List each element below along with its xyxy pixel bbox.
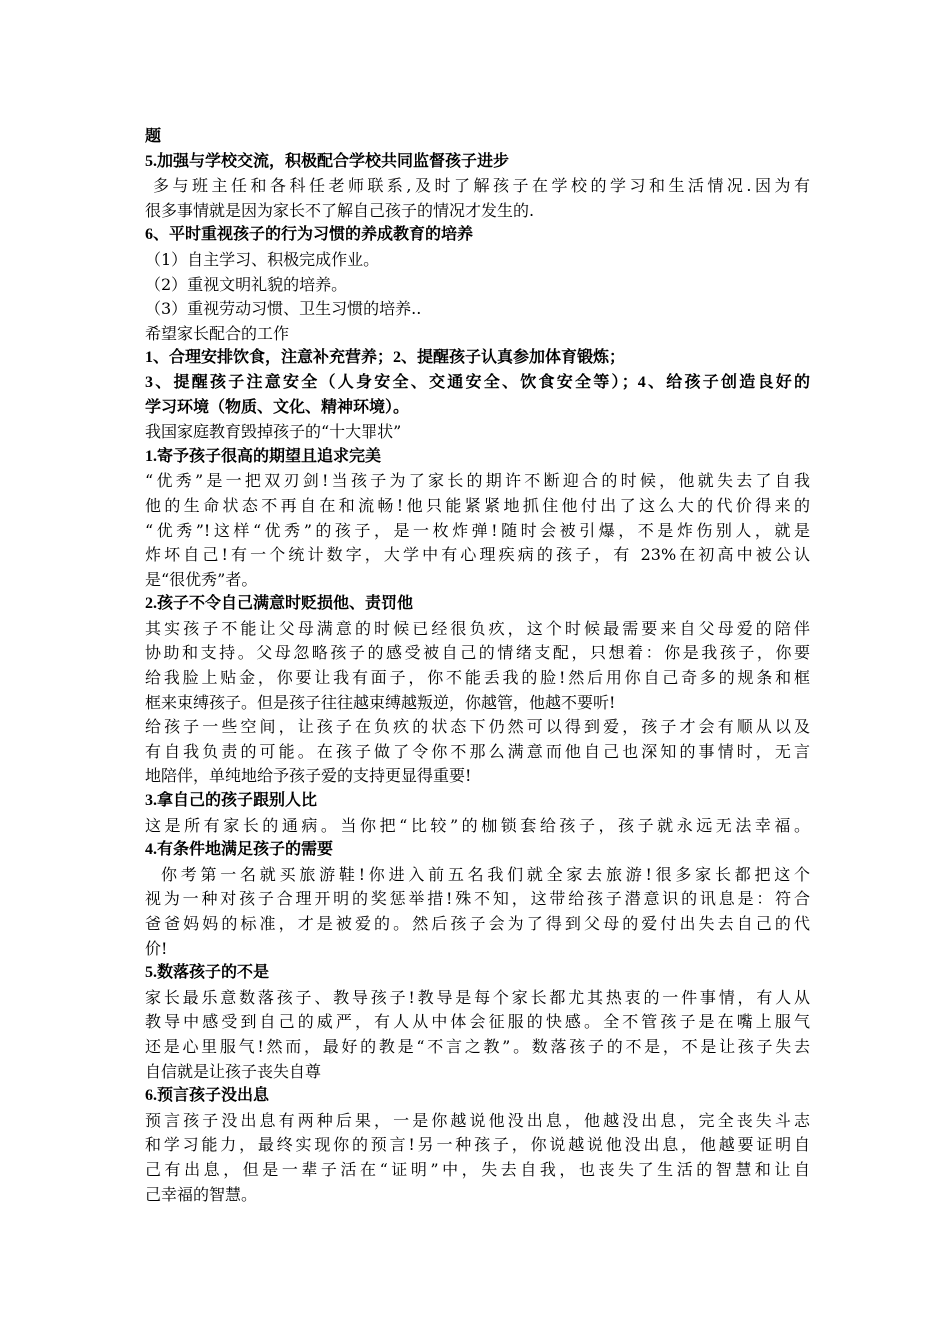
text-line: 很多事情就是因为家长不了解自己孩子的情况才发生的. bbox=[145, 200, 535, 220]
text-line: 地陪伴，单纯地给予孩子爱的支持更显得重要! bbox=[145, 766, 472, 786]
text-line: 自信就是让孩子丧失自尊 bbox=[145, 1061, 322, 1081]
text-line: 还是心里服气!然而，最好的教是“不言之教”。数落孩子的不是，不是让孩子失去 bbox=[145, 1036, 810, 1056]
text-line: 他的生命状态不再自在和流畅!他只能紧紧地抓住他付出了这么大的代价得来的 bbox=[145, 495, 810, 515]
text-line: 己幸福的智慧。 bbox=[145, 1184, 258, 1204]
section-heading-line: 1.寄予孩子很高的期望且追求完美 bbox=[145, 447, 382, 465]
text-line: （2）重视文明礼貌的培养。 bbox=[145, 274, 348, 294]
text-line: 我国家庭教育毁掉孩子的“十大罪状” bbox=[145, 422, 402, 442]
text-line: “优秀”!这样“优秀”的孩子，是一枚炸弹!随时会被引爆，不是炸伤别人，就是 bbox=[145, 520, 810, 540]
text-line: 给我脸上贴金，你要让我有面子，你不能丢我的脸!然后用你自己奇多的规条和框 bbox=[145, 668, 810, 688]
text-line: 己有出息，但是一辈子活在“证明”中，失去自我，也丧失了生活的智慧和让自 bbox=[145, 1159, 810, 1179]
text-line: “优秀”是一把双刃剑!当孩子为了家长的期许不断迎合的时候，他就失去了自我 bbox=[145, 471, 810, 491]
text-line: 预言孩子没出息有两种后果，一是你越说他没出息，他越没出息，完全丧失斗志 bbox=[145, 1110, 810, 1130]
section-heading-line: 题 bbox=[145, 128, 162, 145]
text-line: 协助和支持。父母忽略孩子的感受被自己的情绪支配，只想着：你是我孩子，你要 bbox=[145, 643, 810, 663]
section-heading-line: 5.数落孩子的不是 bbox=[145, 964, 270, 982]
section-heading-line: 3.拿自己的孩子跟别人比 bbox=[145, 792, 318, 810]
section-heading-line: 1、合理安排饮食，注意补充营养；2、提醒孩子认真参加体育锻炼； bbox=[145, 349, 626, 367]
section-heading-line: 4.有条件地满足孩子的需要 bbox=[145, 841, 334, 859]
text-line: 给孩子一些空间，让孩子在负疚的状态下仍然可以得到爱，孩子才会有顺从以及 bbox=[145, 717, 810, 737]
text-line: 价! bbox=[145, 938, 168, 958]
text-line: 框来束缚孩子。但是孩子往往越束缚越叛逆，你越管，他越不要听! bbox=[145, 692, 616, 712]
text-line: 炸坏自己!有一个统计数字，大学中有心理疾病的孩子，有 23%在初高中被公认 bbox=[145, 545, 810, 565]
text-line: 是“很优秀”者。 bbox=[145, 569, 258, 589]
text-line: 希望家长配合的工作 bbox=[145, 323, 290, 343]
section-heading-line: 2.孩子不令自己满意时贬损他、责罚他 bbox=[145, 595, 414, 613]
text-line: （1）自主学习、积极完成作业。 bbox=[145, 249, 380, 269]
section-heading-line: 3、提醒孩子注意安全（人身安全、交通安全、饮食安全等）；4、给孩子创造良好的 bbox=[145, 373, 810, 391]
text-line: 多与班主任和各科任老师联系,及时了解孩子在学校的学习和生活情况.因为有 bbox=[153, 176, 810, 196]
text-line: 视为一种对孩子合理开明的奖惩举措!殊不知，这带给孩子潜意识的讯息是：符合 bbox=[145, 889, 810, 909]
section-heading-line: 5.加强与学校交流，积极配合学校共同监督孩子进步 bbox=[145, 152, 510, 170]
section-heading-line: 6、平时重视孩子的行为习惯的养成教育的培养 bbox=[145, 226, 474, 244]
text-line: 教导中感受到自己的威严，有人从中体会征服的快感。全不管孩子是在嘴上服气 bbox=[145, 1012, 810, 1032]
text-line: 和学习能力，最终实现你的预言!另一种孩子，你说越说他没出息，他越要证明自 bbox=[145, 1135, 810, 1155]
text-line: 这是所有家长的通病。当你把“比较”的枷锁套给孩子，孩子就永远无法幸福。 bbox=[145, 815, 810, 835]
text-line: 你考第一名就买旅游鞋!你进入前五名我们就全家去旅游!很多家长都把这个 bbox=[161, 864, 810, 884]
text-line: （3）重视劳动习惯、卫生习惯的培养.. bbox=[145, 299, 422, 319]
section-heading-line: 6.预言孩子没出息 bbox=[145, 1087, 270, 1105]
document-page bbox=[145, 125, 810, 1207]
text-line: 爸爸妈妈的标准，才是被爱的。然后孩子会为了得到父母的爱付出失去自己的代 bbox=[145, 914, 810, 933]
text-line: 有自我负责的可能。在孩子做了令你不那么满意而他自己也深知的事情时，无言 bbox=[145, 741, 810, 761]
text-line: 家长最乐意数落孩子、教导孩子!教导是每个家长都尤其热衷的一件事情，有人从 bbox=[145, 987, 810, 1007]
section-heading-line: 学习环境（物质、文化、精神环境）。 bbox=[145, 398, 410, 416]
text-line: 其实孩子不能让父母满意的时候已经很负疚，这个时候最需要来自父母爱的陪伴 bbox=[145, 618, 810, 638]
